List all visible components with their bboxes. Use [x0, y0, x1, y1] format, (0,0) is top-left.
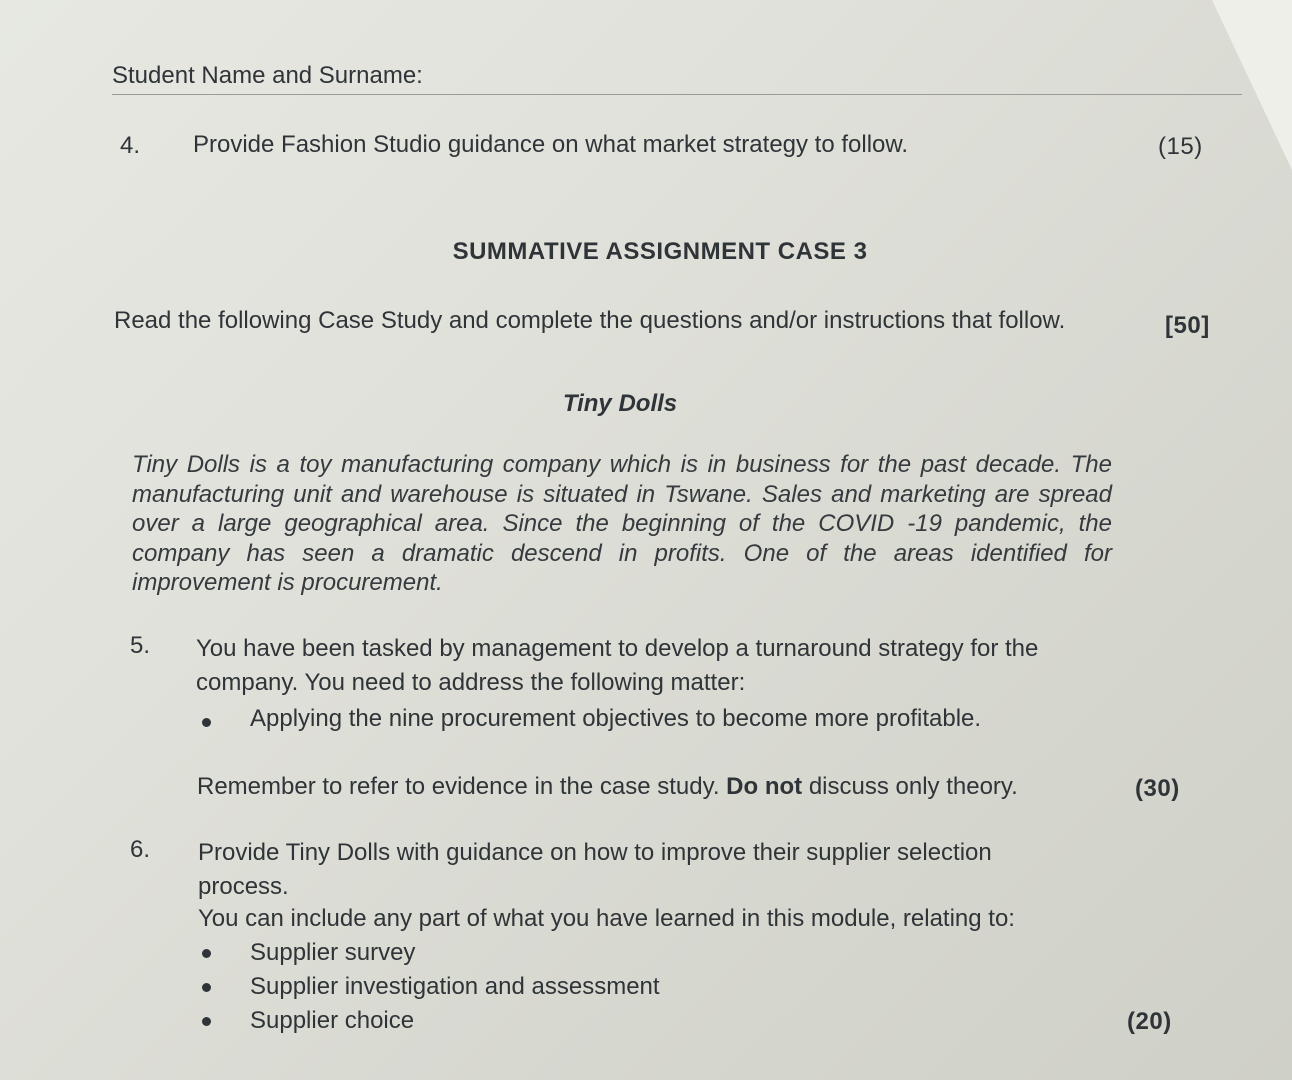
case-title: Tiny Dolls	[562, 390, 678, 417]
question-5-text: You have been tasked by management to develop a turnaround strategy for the company. You need to address the following matter:	[196, 635, 1039, 696]
question-5-marks: (30)	[1135, 775, 1180, 802]
question-5-reminder	[197, 770, 1097, 804]
question-4-number: 4.	[120, 132, 141, 159]
list-item: Supplier survey	[198, 936, 1098, 970]
question-5-number: 5.	[130, 632, 151, 659]
question-6-bullets	[198, 936, 1098, 1038]
list-item: Supplier investigation and assessment	[198, 970, 1098, 1004]
list-item: Applying the nine procurement objectives to become more profitable.	[198, 705, 1098, 733]
reminder-text: Remember to refer to evidence in the case study.	[197, 773, 720, 800]
question-4-text: Provide Fashion Studio guidance on what market strategy to follow.	[193, 131, 909, 158]
case-total-marks: [50]	[1165, 312, 1210, 339]
case-instruction: Read the following Case Study and complete the questions and/or instructions that follow.	[114, 307, 1066, 334]
question-6-number: 6.	[130, 836, 151, 863]
question-6-text: Provide Tiny Dolls with guidance on how to improve their supplier selection process.	[198, 839, 992, 900]
student-name-label: Student Name and Surname:	[112, 62, 423, 89]
question-4-marks: (15)	[1158, 133, 1203, 160]
question-6-marks: (20)	[1127, 1008, 1172, 1035]
case-study-text: Tiny Dolls is a toy manufacturing company which is in business for the past decade. The manufacturing unit and warehouse is situated in Tswane. Sales and marketing are spread over a large geographical area. Since the beginning of the COVID -19 pandemic, the company has seen a dramatic descend in profits. One of the areas identified for improvement is procurement.	[132, 451, 1112, 596]
reminder-emphasis: Do not	[726, 773, 803, 800]
list-item: Supplier choice	[198, 1004, 1098, 1038]
student-name-field[interactable]	[112, 62, 1242, 95]
question-6-subtext: You can include any part of what you have learned in this module, relating to:	[198, 905, 1015, 932]
question-5-bullets	[198, 705, 1098, 733]
reminder-end: discuss only theory.	[808, 773, 1018, 800]
case-heading: SUMMATIVE ASSIGNMENT CASE 3	[452, 238, 868, 265]
